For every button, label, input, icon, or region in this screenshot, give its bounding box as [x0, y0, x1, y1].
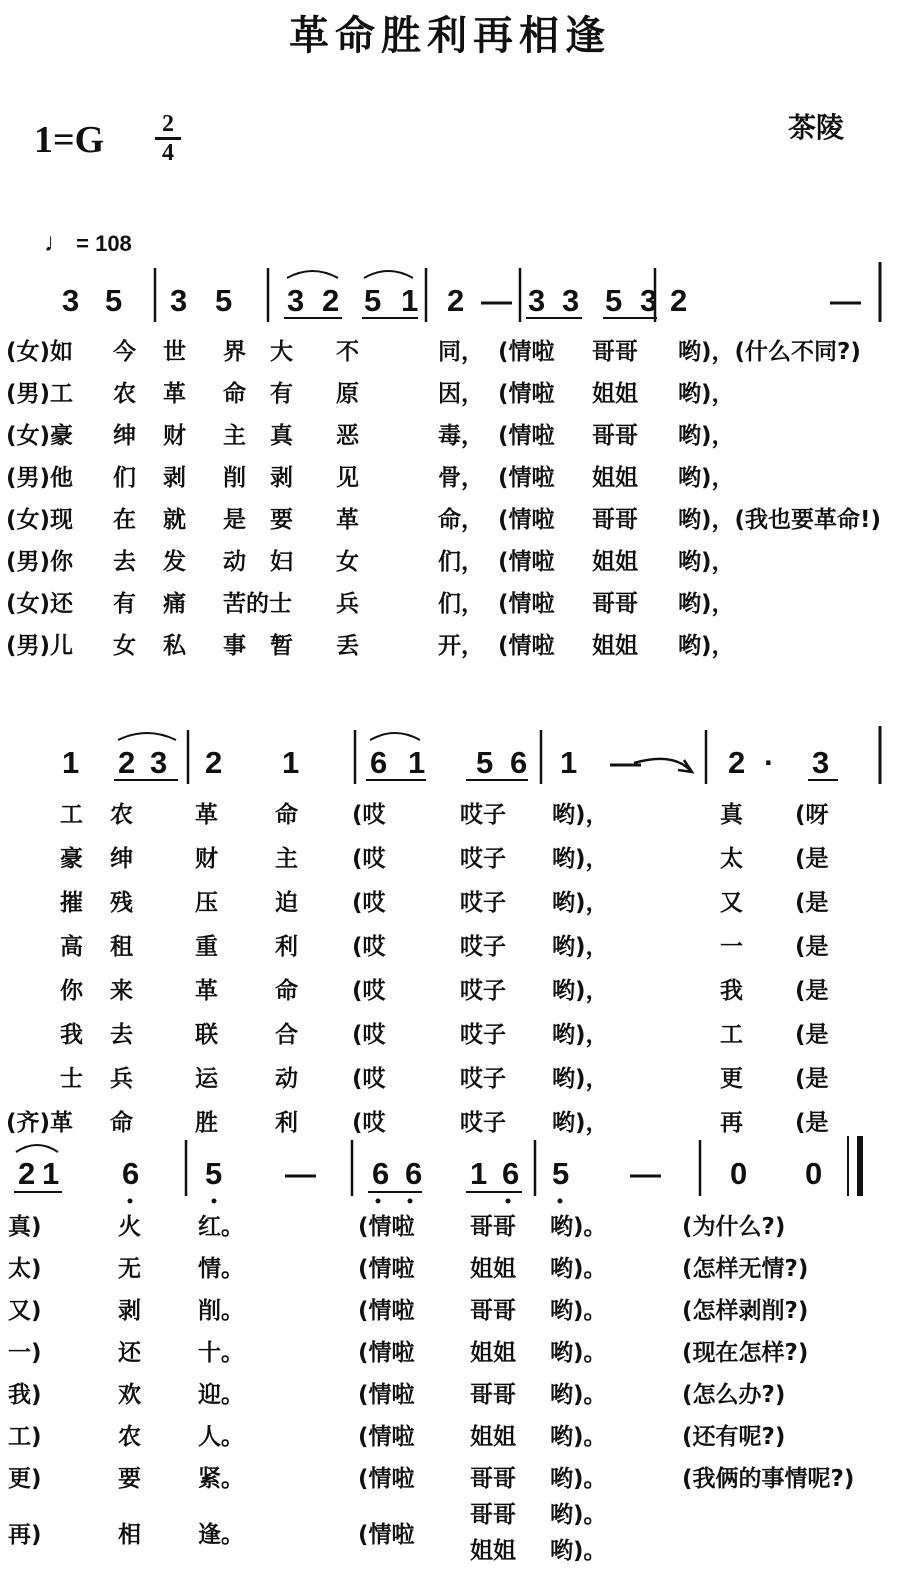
note: 2 — [322, 283, 340, 318]
lyric-syllable: 摧 — [60, 890, 83, 916]
lyric-syllable: 相 — [118, 1522, 141, 1548]
lyric-syllable: 残 — [110, 890, 133, 916]
note: 3 — [528, 283, 546, 318]
note: 0 — [730, 1156, 748, 1191]
lyric-syllable: (是 — [795, 934, 829, 960]
lyric-syllable: 哥哥 — [470, 1382, 516, 1408]
note: 2 — [18, 1156, 36, 1191]
lyric-syllable: 高 — [60, 934, 83, 960]
lyric-syllable: 哎子 — [460, 1066, 506, 1092]
note: 5 — [205, 1156, 223, 1191]
lyric-syllable: (是 — [795, 1066, 829, 1092]
lyric-syllable: 哟)。 — [550, 1466, 607, 1492]
note: 1 — [282, 745, 300, 780]
lyric-syllable: (女)还 — [6, 591, 74, 617]
note: 1 — [470, 1156, 488, 1191]
lyric-syllable: (是 — [795, 846, 829, 872]
lyric-syllable: 哎子 — [460, 1110, 506, 1136]
lyric-syllable: (为什么?) — [682, 1214, 786, 1240]
lyric-syllable: (还有呢?) — [682, 1424, 786, 1450]
lyric-syllable: (哎 — [352, 1022, 386, 1048]
lyric-syllable: 红。 — [198, 1214, 244, 1240]
lyric-syllable: 哟)， — [552, 802, 609, 828]
lyric-syllable: 动 — [275, 1066, 298, 1092]
lyric-syllable: 世 — [163, 339, 186, 365]
note: 5 — [552, 1156, 570, 1191]
lyric-syllable: 姐姐 — [592, 633, 638, 659]
lyric-syllable: 私 — [163, 633, 186, 659]
lyric-syllable: 命 — [275, 978, 298, 1004]
lyric-syllable: 要 — [118, 1466, 141, 1492]
lyric-syllable: 来 — [110, 978, 133, 1004]
lyric-syllable: 不 — [336, 339, 359, 365]
slur-arc — [364, 271, 413, 278]
lyric-syllable: 女 — [113, 633, 136, 659]
lyric-syllable: 利 — [275, 934, 298, 960]
lyric-syllable: 是 — [223, 507, 246, 533]
lyric-syllable: (情啦 — [358, 1522, 415, 1548]
note: 2 — [728, 745, 746, 780]
lyric-syllable: 开， — [438, 633, 484, 659]
lyric-syllable: 原 — [336, 381, 359, 407]
note: 5 — [215, 283, 233, 318]
lyric-syllable: 因， — [438, 381, 484, 407]
lyric-syllable: 痛 — [163, 591, 186, 617]
lyric-syllable: 哟)，(我也要革命!) — [678, 507, 882, 533]
lyric-syllable: 命 — [275, 802, 298, 828]
lyric-syllable: 又 — [720, 890, 743, 916]
lyric-syllable: (怎样无情?) — [682, 1256, 809, 1282]
lyric-syllable: 恶 — [336, 423, 359, 449]
lyric-syllable: 姐姐 — [592, 381, 638, 407]
tempo-value: = 108 — [76, 231, 132, 256]
lyric-syllable: 姐姐 — [592, 549, 638, 575]
tie-arrow-icon — [634, 759, 692, 772]
lyric-syllable: 更 — [720, 1066, 743, 1092]
lyric-syllable: 大 — [270, 339, 293, 365]
lyric-syllable: 骨， — [438, 465, 484, 491]
lyric-syllable: 有 — [113, 591, 136, 617]
note: 0 — [805, 1156, 823, 1191]
lyric-syllable: (哎 — [352, 846, 386, 872]
lyric-syllable: (情啦 — [498, 591, 555, 617]
lyric-syllable: (男)儿 — [6, 633, 74, 659]
lyric-syllable: 迫 — [275, 890, 298, 916]
lyric-syllable: 女 — [336, 549, 359, 575]
lyric-syllable: 哟)。 — [550, 1214, 607, 1240]
lyric-syllable: (是 — [795, 1022, 829, 1048]
lyric-syllable: 命， — [438, 507, 484, 533]
lyric-syllable: 暂 — [270, 633, 293, 659]
lyric-syllable: 哟)。 — [550, 1256, 607, 1282]
lyric-syllable: 界 — [223, 339, 246, 365]
lyric-syllable: 租 — [110, 934, 133, 960]
note: 6 — [405, 1156, 423, 1191]
lyric-syllable: 哎子 — [460, 846, 506, 872]
lyric-syllable: 人。 — [198, 1424, 244, 1450]
lyric-syllable: 见 — [336, 465, 359, 491]
note: 3 — [812, 745, 830, 780]
lyric-syllable: 哥哥 — [592, 507, 638, 533]
lyric-syllable: 妇 — [270, 549, 293, 575]
lyric-syllable: (情啦 — [498, 381, 555, 407]
lyric-syllable: 哟)， — [678, 381, 735, 407]
lyric-syllable: 哎子 — [460, 802, 506, 828]
slur-arc — [370, 733, 420, 740]
lyric-syllable: (呀 — [795, 802, 829, 828]
lyric-syllable: (是 — [795, 1110, 829, 1136]
lyric-syllable: 真) — [8, 1214, 42, 1240]
lyric-syllable: 主 — [275, 846, 298, 872]
lyric-syllable: 哟)， — [552, 846, 609, 872]
lyric-syllable: 农 — [113, 381, 136, 407]
lyric-syllable: 又) — [8, 1298, 42, 1324]
lyric-syllable: (情啦 — [358, 1214, 415, 1240]
page-title: 革命胜利再相逢 — [289, 13, 611, 59]
note: — — [830, 283, 861, 318]
composer: 茶陵 — [788, 111, 845, 144]
lyric-syllable: 兵 — [336, 591, 359, 617]
lyric-syllable: 姐姐 — [470, 1256, 516, 1282]
lyric-syllable: (怎样剥削?) — [682, 1298, 809, 1324]
lyric-syllable: 联 — [195, 1022, 218, 1048]
lyric-syllable: 绅 — [113, 423, 136, 449]
lyric-syllable: 哟)， — [552, 1022, 609, 1048]
lyric-syllable: (情啦 — [358, 1424, 415, 1450]
lyric-syllable: 财 — [163, 423, 186, 449]
lyric-syllable: 发 — [163, 549, 186, 575]
lyric-syllable: 欢 — [118, 1382, 141, 1408]
lyric-syllable: 哟)。 — [550, 1424, 607, 1450]
lyric-syllable: 哟)， — [678, 423, 735, 449]
lyric-syllable: 主 — [223, 423, 246, 449]
lyric-syllable: 哟)。 — [550, 1382, 607, 1408]
lyric-syllable: (怎么办?) — [682, 1382, 786, 1408]
note: 6 — [510, 745, 528, 780]
lyric-syllable: (女)如 — [6, 339, 74, 365]
lyric-syllable: (情啦 — [498, 423, 555, 449]
quarter-note-icon: ♩ — [44, 227, 70, 257]
lyric-syllable: 们， — [438, 549, 484, 575]
lyric-syllable: 绅 — [110, 846, 133, 872]
lyric-syllable: 火 — [118, 1214, 141, 1240]
time-signature-bottom: 4 — [162, 140, 174, 166]
lyric-syllable: 有 — [270, 381, 293, 407]
note: 5 — [605, 283, 623, 318]
lyric-syllable: 削 — [223, 465, 246, 491]
lyric-syllable: 今 — [113, 339, 136, 365]
lyric-syllable: (男)他 — [6, 465, 74, 491]
lyric-syllable: (情啦 — [358, 1340, 415, 1366]
lyric-syllable: 哥哥 — [470, 1298, 516, 1324]
time-signature-top: 2 — [162, 111, 174, 137]
slur-arc — [16, 1145, 58, 1152]
lyric-syllable: (哎 — [352, 1110, 386, 1136]
lyric-syllable: 姐姐 — [470, 1538, 516, 1564]
lyric-syllable: 剥 — [118, 1298, 141, 1324]
lyric-syllable: 你 — [60, 978, 83, 1004]
lyric-syllable: 们 — [113, 465, 136, 491]
note: 2 — [447, 283, 465, 318]
lyric-syllable: 革 — [163, 381, 186, 407]
lyric-syllable: (我俩的事情呢?) — [682, 1466, 855, 1492]
lyric-syllable: (情啦 — [498, 465, 555, 491]
lyric-syllable: 工 — [720, 1022, 743, 1048]
note: — — [610, 745, 641, 780]
lyric-syllable: 工) — [8, 1424, 42, 1450]
octave-dot — [212, 1199, 217, 1204]
lyric-syllable: 迎。 — [198, 1382, 244, 1408]
lyric-syllable: 农 — [110, 802, 133, 828]
note: · — [764, 745, 775, 780]
lyric-syllable: 丢 — [336, 633, 359, 659]
lyric-syllable: 压 — [195, 890, 218, 916]
lyric-syllable: (女)现 — [6, 507, 74, 533]
lyric-syllable: 重 — [195, 934, 218, 960]
lyric-syllable: (情啦 — [358, 1382, 415, 1408]
octave-dot — [376, 1199, 381, 1204]
lyric-syllable: (哎 — [352, 934, 386, 960]
note: 6 — [372, 1156, 390, 1191]
lyric-syllable: 削。 — [198, 1298, 244, 1324]
note: — — [285, 1156, 316, 1191]
lyric-syllable: 哟)， — [552, 890, 609, 916]
lyric-syllable: 苦的士 — [223, 591, 292, 617]
note: 2 — [205, 745, 223, 780]
lyric-syllable: 无 — [118, 1256, 141, 1282]
lyric-syllable: (情啦 — [358, 1466, 415, 1492]
lyric-syllable: 工 — [60, 802, 83, 828]
lyric-syllable: 运 — [195, 1066, 218, 1092]
lyric-syllable: 农 — [118, 1424, 141, 1450]
lyric-syllable: 剥 — [163, 465, 186, 491]
octave-dot — [408, 1199, 413, 1204]
lyric-syllable: 就 — [163, 507, 186, 533]
lyric-syllable: 革 — [195, 802, 218, 828]
slur-arc — [118, 733, 176, 740]
lyric-syllable: 我 — [60, 1022, 83, 1048]
octave-dot — [506, 1199, 511, 1204]
lyric-syllable: 命 — [110, 1110, 133, 1136]
lyric-syllable: (情啦 — [498, 339, 555, 365]
lyric-syllable: 逢。 — [198, 1522, 244, 1548]
note: 1 — [560, 745, 578, 780]
lyric-syllable: (情啦 — [498, 507, 555, 533]
lyric-syllable: 去 — [113, 549, 136, 575]
lyric-syllable: 剥 — [270, 465, 293, 491]
lyric-syllable: (女)豪 — [6, 423, 74, 449]
note: — — [481, 283, 512, 318]
lyric-syllable: 合 — [275, 1022, 298, 1048]
lyric-syllable: (男)工 — [6, 381, 74, 407]
lyric-syllable: 兵 — [110, 1066, 133, 1092]
note: 1 — [408, 745, 426, 780]
lyric-syllable: 我) — [8, 1382, 42, 1408]
lyric-syllable: 革 — [336, 507, 359, 533]
lyric-syllable: (现在怎样?) — [682, 1340, 809, 1366]
note: 6 — [502, 1156, 520, 1191]
lyric-syllable: 姐姐 — [470, 1340, 516, 1366]
lyric-syllable: 情。 — [198, 1256, 244, 1282]
lyric-syllable: 哟)。 — [550, 1502, 607, 1528]
lyric-syllable: 哥哥 — [592, 423, 638, 449]
lyric-syllable: 哟)，(什么不同?) — [678, 339, 861, 365]
lyric-syllable: 哟)， — [678, 591, 735, 617]
note: 3 — [62, 283, 80, 318]
lyric-syllable: 哟)， — [678, 549, 735, 575]
octave-dot — [128, 1199, 133, 1204]
lyric-syllable: 在 — [113, 507, 136, 533]
lyric-syllable: (是 — [795, 890, 829, 916]
lyric-syllable: 再 — [720, 1110, 743, 1136]
lyric-syllable: (情啦 — [498, 633, 555, 659]
note: 5 — [105, 283, 123, 318]
lyric-syllable: (男)你 — [6, 549, 74, 575]
lyric-syllable: 真 — [270, 423, 293, 449]
lyric-syllable: 太 — [720, 846, 743, 872]
lyric-syllable: (情啦 — [358, 1298, 415, 1324]
lyric-syllable: 哥哥 — [470, 1214, 516, 1240]
note: 6 — [122, 1156, 140, 1191]
lyric-syllable: 豪 — [60, 846, 83, 872]
note: 2 — [670, 283, 688, 318]
lyric-syllable: 哟)， — [678, 633, 735, 659]
lyric-syllable: (情啦 — [358, 1256, 415, 1282]
lyric-syllable: 命 — [223, 381, 246, 407]
note: 3 — [287, 283, 305, 318]
lyric-syllable: 哟)， — [552, 1066, 609, 1092]
lyric-syllable: 动 — [223, 549, 246, 575]
lyric-syllable: 们， — [438, 591, 484, 617]
lyric-syllable: 哎子 — [460, 978, 506, 1004]
key-signature: 1=G — [34, 119, 105, 161]
lyric-syllable: 哎子 — [460, 1022, 506, 1048]
lyric-syllable: 哟)， — [552, 1110, 609, 1136]
note: 3 — [150, 745, 168, 780]
lyric-syllable: 紧。 — [198, 1466, 244, 1492]
lyric-syllable: 哟)， — [678, 465, 735, 491]
lyric-syllable: 哟)， — [552, 934, 609, 960]
lyric-syllable: (哎 — [352, 890, 386, 916]
lyric-syllable: 更) — [8, 1466, 42, 1492]
lyric-syllable: (齐)革 — [6, 1110, 74, 1136]
lyric-syllable: 革 — [195, 978, 218, 1004]
lyric-syllable: 还 — [118, 1340, 141, 1366]
lyric-syllable: 姐姐 — [470, 1424, 516, 1450]
lyric-syllable: 胜 — [195, 1110, 218, 1136]
lyric-syllable: 哟)。 — [550, 1340, 607, 1366]
note: 2 — [118, 745, 136, 780]
lyric-syllable: 士 — [60, 1066, 83, 1092]
lyric-syllable: 毒， — [438, 423, 484, 449]
lyric-syllable: 一) — [8, 1340, 42, 1366]
lyric-syllable: 哥哥 — [470, 1502, 516, 1528]
lyric-syllable: (哎 — [352, 802, 386, 828]
lyric-syllable: (哎 — [352, 978, 386, 1004]
note: 3 — [562, 283, 580, 318]
lyric-syllable: 哟)。 — [550, 1298, 607, 1324]
lyric-syllable: 哥哥 — [592, 591, 638, 617]
lyric-syllable: 哎子 — [460, 890, 506, 916]
lyric-syllable: 哟)。 — [550, 1538, 607, 1564]
octave-dot — [558, 1199, 563, 1204]
slur-arc — [287, 271, 338, 278]
note: 6 — [370, 745, 388, 780]
lyric-syllable: 真 — [720, 802, 743, 828]
lyric-syllable: (是 — [795, 978, 829, 1004]
lyric-syllable: 事 — [223, 633, 246, 659]
lyric-syllable: 十。 — [198, 1340, 244, 1366]
lyric-syllable: 利 — [275, 1110, 298, 1136]
lyric-syllable: 太) — [8, 1256, 42, 1282]
lyric-syllable: 姐姐 — [592, 465, 638, 491]
lyric-syllable: 哥哥 — [592, 339, 638, 365]
lyric-syllable: 哎子 — [460, 934, 506, 960]
lyric-syllable: 财 — [195, 846, 218, 872]
lyric-syllable: 去 — [110, 1022, 133, 1048]
lyric-syllable: 要 — [270, 507, 293, 533]
lyric-syllable: 哟)， — [552, 978, 609, 1004]
lyric-syllable: 再) — [8, 1522, 42, 1548]
note: 1 — [42, 1156, 60, 1191]
lyric-syllable: (情啦 — [498, 549, 555, 575]
note: — — [630, 1156, 661, 1191]
note: 5 — [364, 283, 382, 318]
lyric-syllable: 哥哥 — [470, 1466, 516, 1492]
note: 5 — [476, 745, 494, 780]
note: 3 — [170, 283, 188, 318]
note: 1 — [401, 283, 419, 318]
lyric-syllable: 同， — [438, 339, 484, 365]
lyric-syllable: 我 — [720, 978, 743, 1004]
lyric-syllable: 一 — [720, 934, 743, 960]
note: 3 — [640, 283, 658, 318]
lyric-syllable: (哎 — [352, 1066, 386, 1092]
note: 1 — [62, 745, 80, 780]
